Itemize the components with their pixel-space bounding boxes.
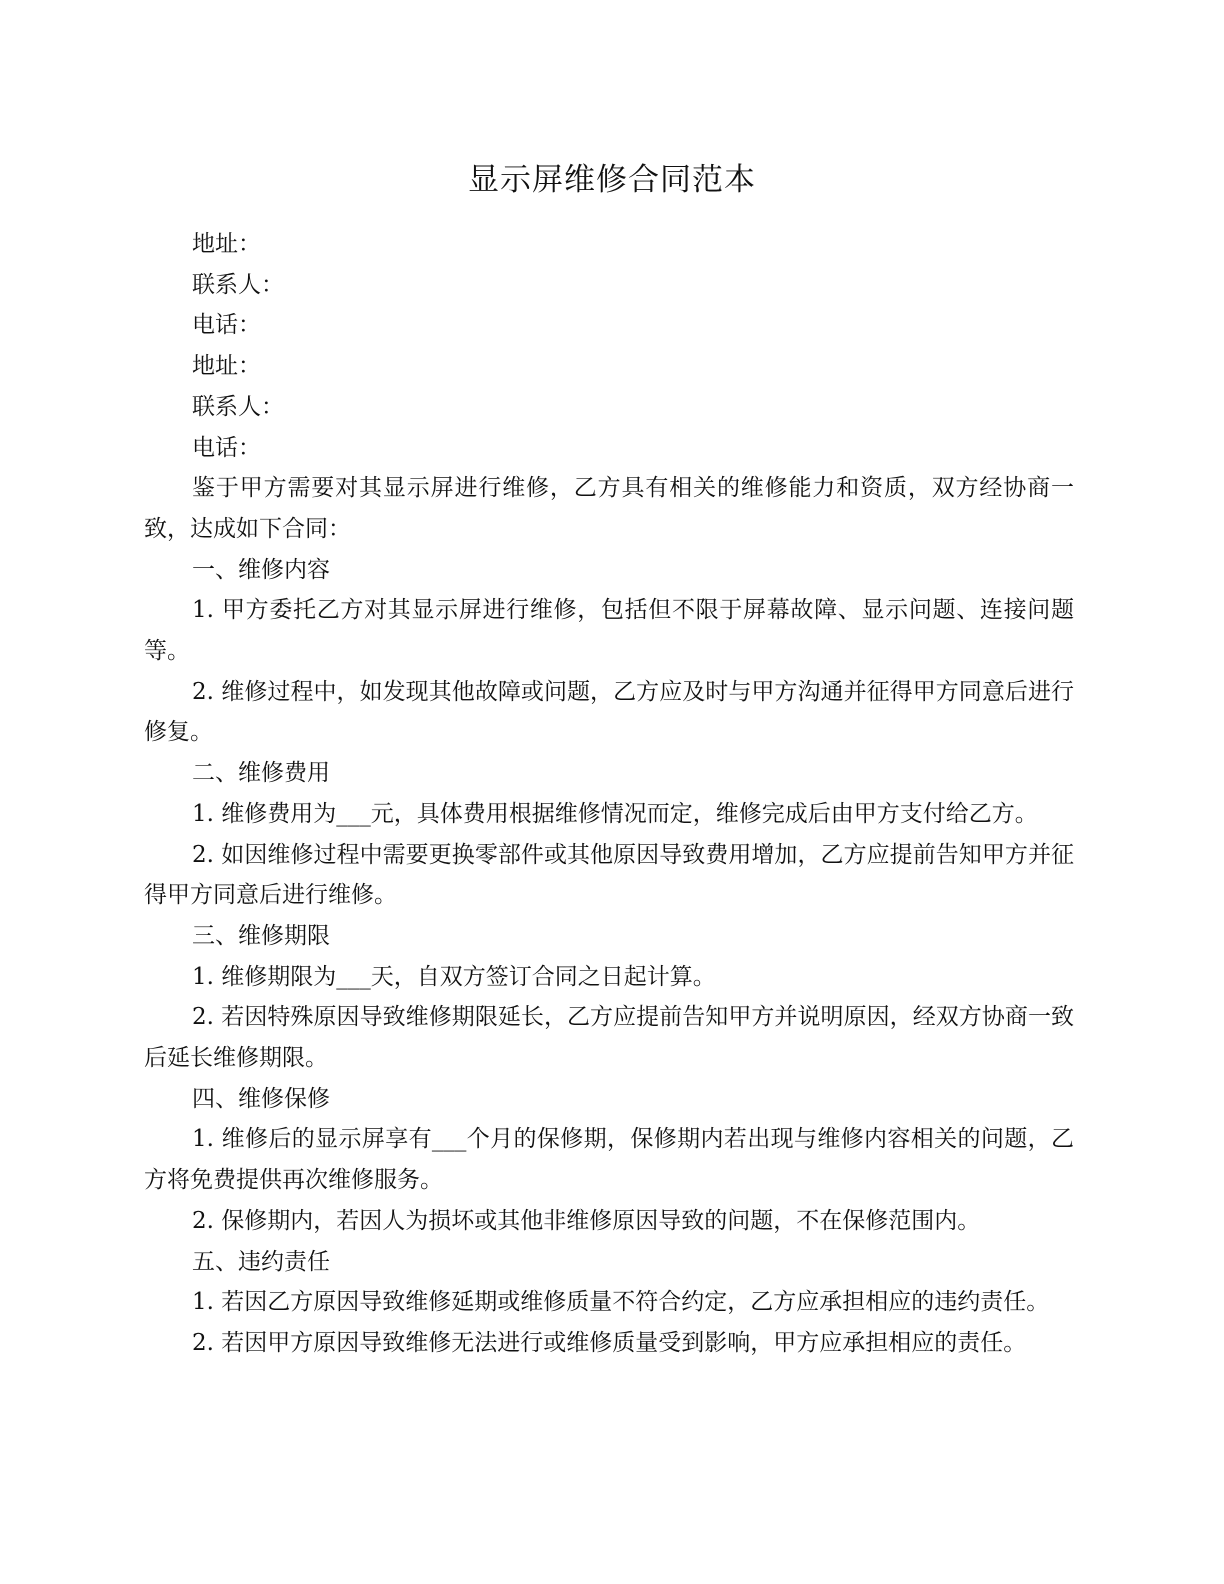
clause-paragraph: 2. 保修期内，若因人为损坏或其他非维修原因导致的问题，不在保修范围内。	[192, 1207, 981, 1234]
section-heading: 三、维修期限	[192, 922, 330, 949]
section-heading: 二、维修费用	[192, 760, 330, 787]
clause-paragraph: 1. 维修期限为___天，自双方签订合同之日起计算。	[192, 963, 716, 990]
clause-paragraph: 2. 若因甲方原因导致维修无法进行或维修质量受到影响，甲方应承担相应的责任。	[192, 1329, 1027, 1356]
party-address: 地址：	[192, 231, 261, 257]
section-heading: 一、维修内容	[192, 556, 330, 583]
clause-paragraph: 1. 若因乙方原因导致维修延期或维修质量不符合约定，乙方应承担相应的违约责任。	[192, 1289, 1050, 1316]
clause-paragraph: 2. 若因特殊原因导致维修期限延长，乙方应提前告知甲方并说明原因，经双方协商一致后延长维修期限。	[144, 1004, 1074, 1072]
clause-paragraph: 2. 维修过程中，如发现其他故障或问题，乙方应及时与甲方沟通并征得甲方同意后进行修复。	[144, 678, 1074, 746]
section-heading: 四、维修保修	[192, 1085, 330, 1112]
clause-paragraph: 1. 甲方委托乙方对其显示屏进行维修，包括但不限于屏幕故障、显示问题、连接问题等。	[144, 597, 1074, 665]
clause-paragraph: 1. 维修费用为___元，具体费用根据维修情况而定，维修完成后由甲方支付给乙方。	[192, 800, 1038, 827]
party-contact: 联系人：	[192, 271, 284, 298]
preamble-paragraph: 鉴于甲方需要对其显示屏进行维修，乙方具有相关的维修能力和资质，双方经协商一致，达成如下合同：	[144, 475, 1074, 542]
clause-paragraph: 2. 如因维修过程中需要更换零部件或其他原因导致费用增加，乙方应提前告知甲方并征得甲方同意后进行维修。	[144, 841, 1074, 909]
party-phone: 电话：	[192, 312, 261, 339]
party-phone: 电话：	[192, 434, 261, 461]
section-heading: 五、违约责任	[192, 1248, 330, 1275]
clause-paragraph: 1. 维修后的显示屏享有___个月的保修期，保修期内若出现与维修内容相关的问题，乙方将免费提供再次维修服务。	[144, 1126, 1074, 1194]
document-title: 显示屏维修合同范本	[468, 162, 756, 198]
party-contact: 联系人：	[192, 393, 284, 420]
party-address: 地址：	[192, 353, 261, 380]
document-body	[144, 224, 1074, 1364]
